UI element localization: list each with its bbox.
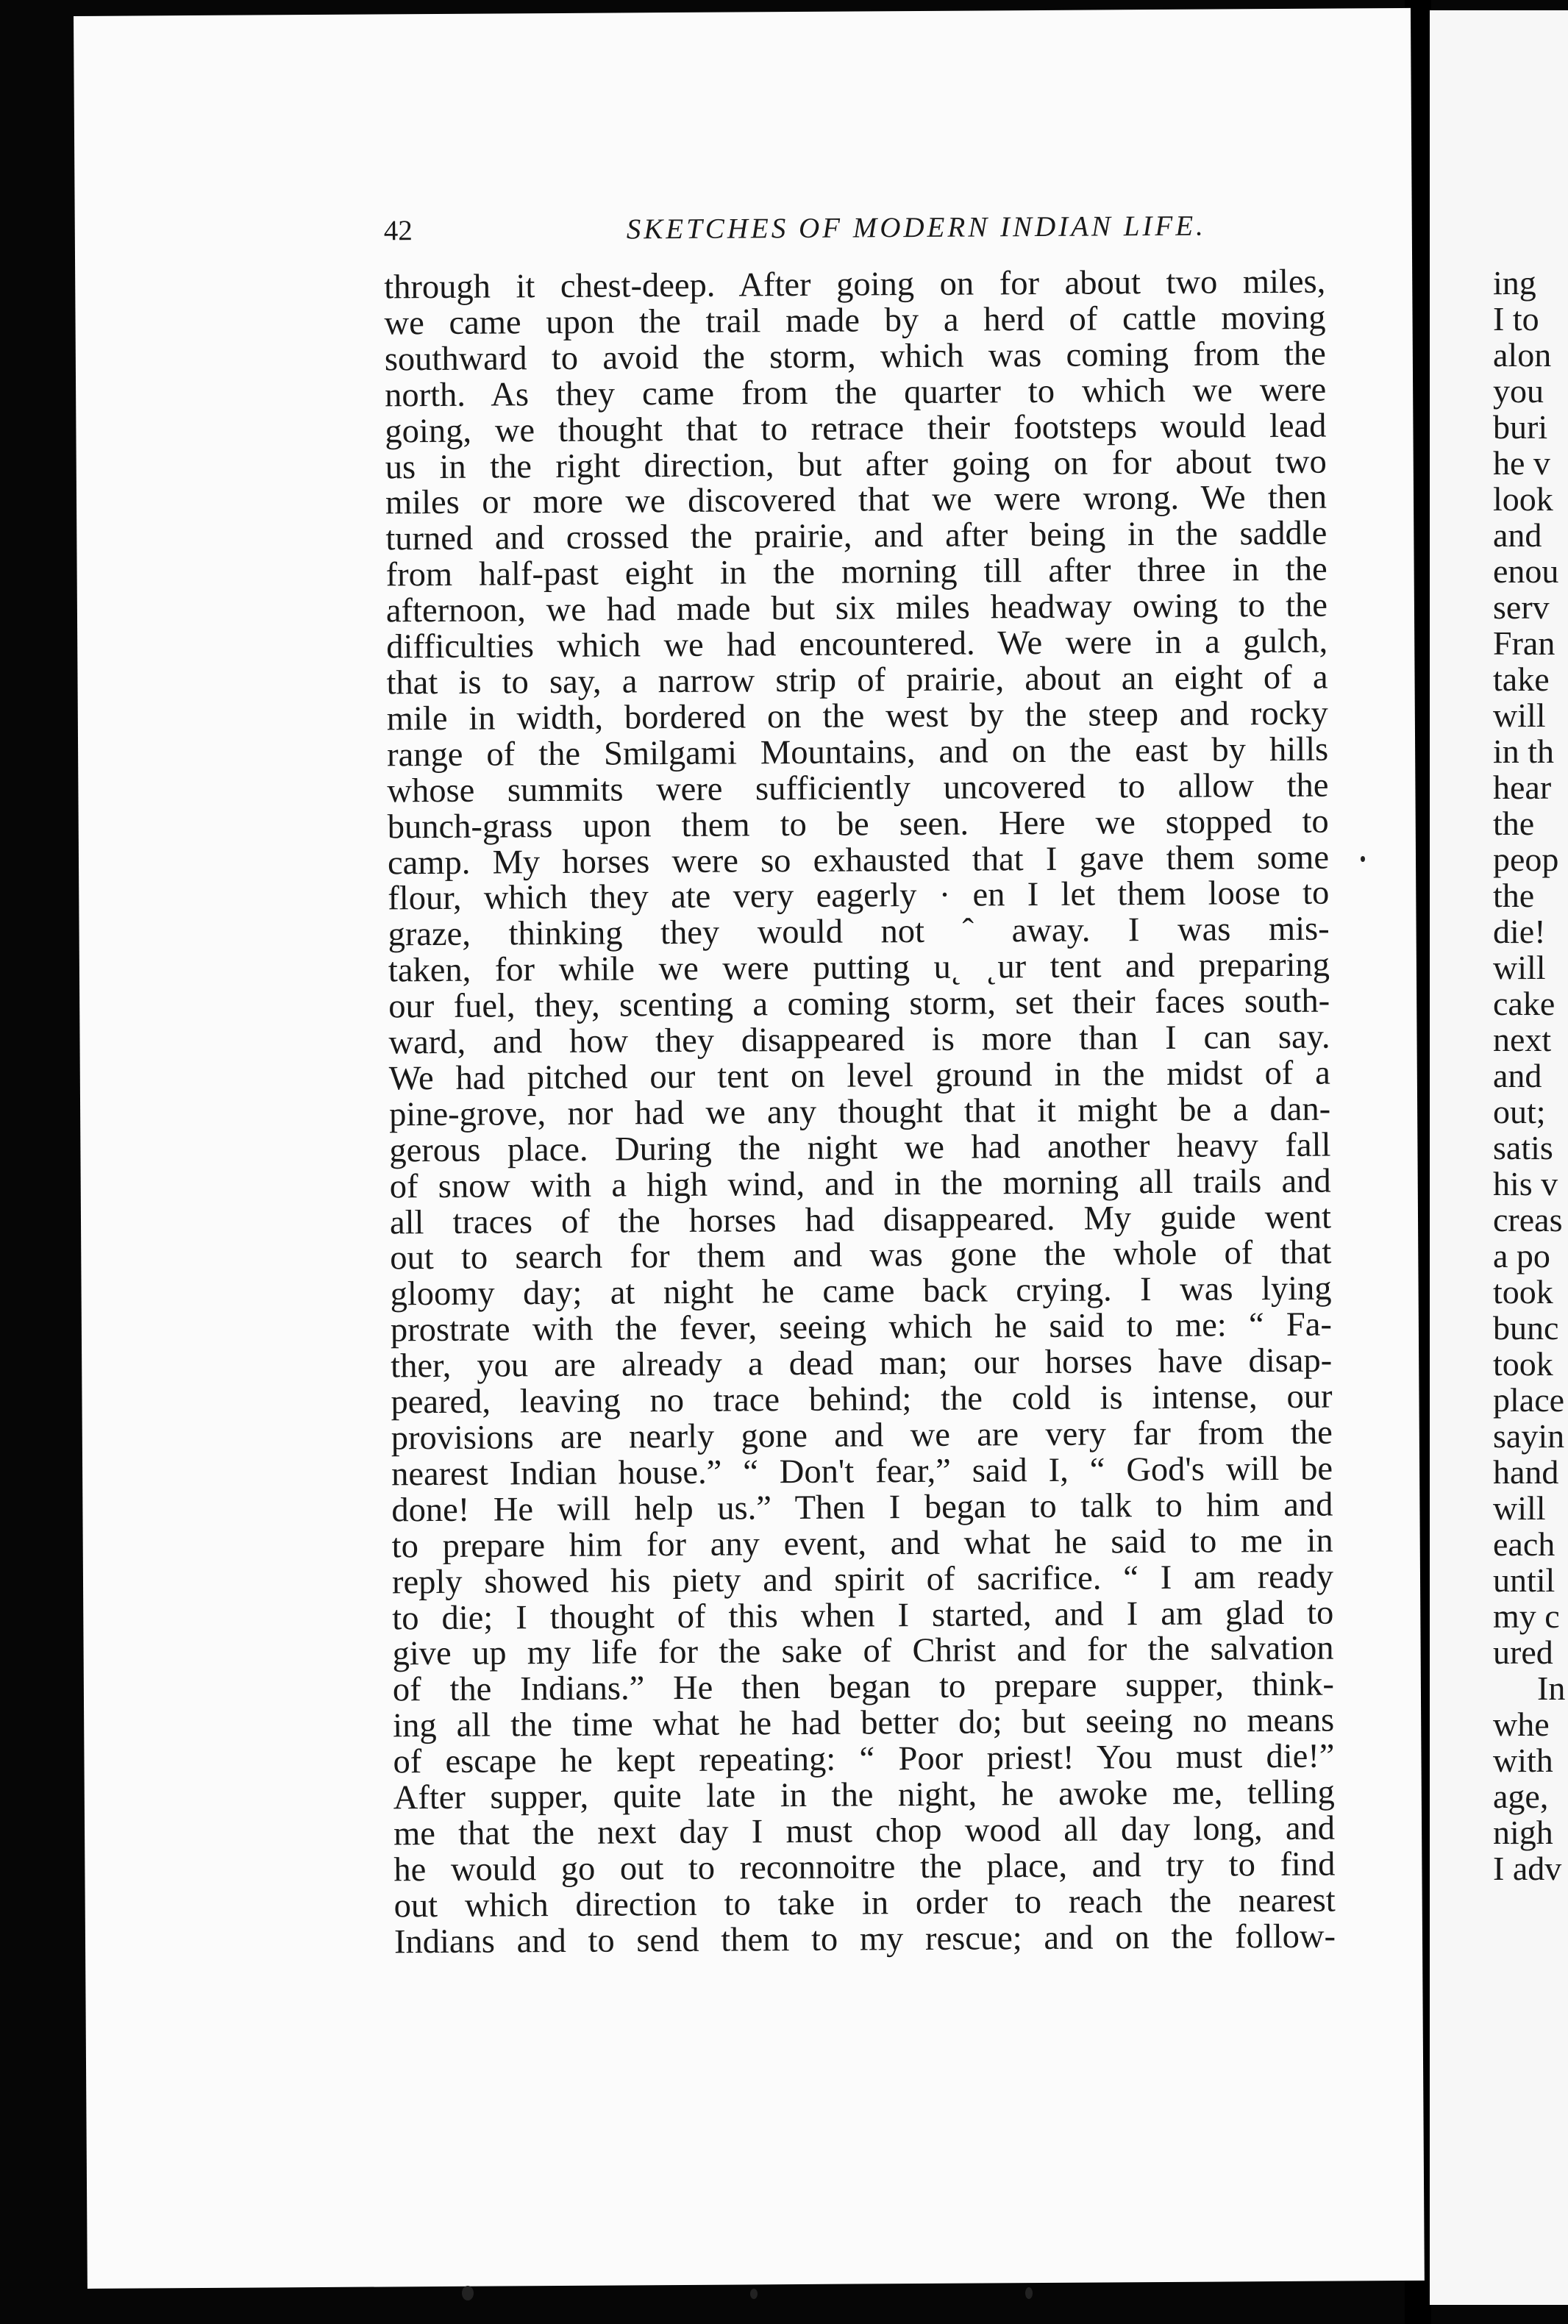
text-line: camp. My horses were so exhausted that I gave them some (387, 838, 1330, 882)
right-page-fragment: I adv (1493, 1850, 1562, 1887)
right-page-fragment: each (1493, 1525, 1555, 1563)
right-page-fragment: next (1493, 1021, 1552, 1058)
running-header (383, 208, 1355, 247)
text-line: that is to say, a narrow strip of prairie, about an eight of a (386, 658, 1328, 702)
right-page-fragment: look (1493, 480, 1553, 518)
ink-speck (1025, 2287, 1033, 2299)
right-page-fragment: whe (1493, 1705, 1550, 1743)
text-line: taken, for while we were putting u˛ ˛ur tent and preparing (388, 946, 1330, 990)
text-line: range of the Smilgami Mountains, and on the east by hills (386, 730, 1329, 774)
right-page-fragment: with (1493, 1742, 1553, 1779)
text-line: miles or more we discovered that we were wrong. We then (385, 479, 1328, 522)
right-page-text-fragments (1493, 265, 1565, 1886)
right-page-fragment: serv (1493, 588, 1550, 626)
text-line: southward to avoid the storm, which was coming from the (384, 335, 1326, 379)
text-line: nearest Indian house.” “ Don't fear,” said I, “ God's will be (391, 1450, 1333, 1494)
right-page-fragment: enou (1493, 552, 1559, 590)
right-page-fragment: peop (1493, 841, 1559, 878)
text-line: flour, which they ate very eagerly · en I let them loose to (388, 874, 1330, 918)
text-line: us in the right direction, but after going on for about two (385, 443, 1327, 486)
right-page-fragment: take (1493, 660, 1550, 698)
right-page-fragment: place (1493, 1381, 1565, 1419)
right-page-fragment: alon (1493, 336, 1552, 374)
right-page-fragment: ing (1493, 264, 1536, 302)
text-line: gloomy day; at night he came back crying. I was lying (390, 1269, 1332, 1314)
text-line: to prepare him for any event, and what he said to me in (391, 1522, 1333, 1566)
text-line: done! He will help us.” Then I began to talk to him and (391, 1486, 1333, 1530)
text-line: he would go out to reconnoitre the place, and try to find (393, 1845, 1336, 1889)
text-line: bunch-grass upon them to be seen. Here we stopped to (387, 802, 1329, 846)
right-page-fragment: a po (1493, 1237, 1550, 1275)
left-page (74, 8, 1425, 2289)
text-line: turned and crossed the prairie, and after being in the saddle (385, 514, 1328, 558)
right-page-fragment: satis (1493, 1129, 1553, 1166)
text-line: going, we thought that to retrace their footsteps would lead (385, 407, 1327, 451)
text-line: ing all the time what he had better do; but seeing no means (393, 1701, 1335, 1745)
text-line: Indians and to send them to my rescue; and on the follow- (393, 1917, 1336, 1961)
right-page-fragment: took (1493, 1273, 1553, 1311)
ink-speck (462, 2286, 474, 2300)
text-line: of the Indians.” He then began to prepare supper, think- (392, 1665, 1335, 1709)
right-page-fragment: until (1493, 1561, 1555, 1599)
right-page-fragment: hand (1493, 1453, 1559, 1491)
text-line: difficulties which we had encountered. We were in a gulch, (386, 622, 1328, 666)
right-page-fragment: creas (1493, 1201, 1563, 1238)
right-page-fragment: the (1493, 805, 1535, 842)
text-line: give up my life for the sake of Christ and for the salvation (392, 1630, 1334, 1673)
text-line: After supper, quite late in the night, he awoke me, telling (393, 1773, 1335, 1817)
right-page-fragment: cake (1493, 985, 1555, 1022)
text-line: reply showed his piety and spirit of sacrifice. “ I am ready (391, 1558, 1334, 1602)
text-line: north. As they came from the quarter to which we were (385, 371, 1327, 415)
right-page-fragment: and (1493, 516, 1542, 554)
right-page-fragment: bunc (1493, 1309, 1559, 1347)
right-page-fragment: he v (1493, 444, 1550, 482)
text-line: from half-past eight in the morning till after three in the (385, 550, 1328, 594)
right-page-fragment: die! (1493, 913, 1546, 950)
right-page-fragment: his v (1493, 1165, 1558, 1202)
right-page-fragment: ured (1493, 1633, 1553, 1671)
text-line: pine-grove, nor had we any thought that it might be a dan- (388, 1090, 1331, 1134)
text-line: peared, leaving no trace behind; the cold is intense, our (391, 1377, 1333, 1422)
ink-speck (750, 2289, 758, 2299)
right-page-fragment: my c (1493, 1597, 1560, 1635)
text-line: afternoon, we had made but six miles headway owing to the (385, 586, 1328, 630)
right-page-fragment: the (1493, 877, 1535, 914)
right-page-fragment: will (1493, 949, 1546, 986)
right-page-fragment: in th (1493, 733, 1555, 770)
text-line: of escape he kept repeating: “ Poor priest! You must die!” (393, 1737, 1335, 1781)
right-page-fragment: hear (1493, 769, 1552, 806)
right-page-fragment: In (1537, 1669, 1566, 1707)
right-page-fragment: will (1493, 696, 1546, 734)
text-line: ther, you are already a dead man; our horses have disap- (391, 1341, 1333, 1386)
right-page-fragment: Fran (1493, 624, 1555, 662)
text-line: whose summits were sufficiently uncovered to allow the (387, 766, 1329, 810)
text-line: mile in width, bordered on the west by the steep and rocky (386, 694, 1328, 738)
text-line: me that the next day I must chop wood all day long, and (393, 1809, 1336, 1853)
right-page-fragment: took (1493, 1345, 1553, 1383)
text-line: all traces of the horses had disappeared. My guide went (389, 1198, 1332, 1241)
running-title: SKETCHES OF MODERN INDIAN LIFE. (626, 210, 1206, 246)
right-page-fragment: you (1493, 372, 1544, 410)
text-line: out to search for them and was gone the whole of that (390, 1234, 1332, 1277)
text-line: gerous place. During the night we had another heavy fall (389, 1126, 1331, 1170)
right-page-fragment: buri (1493, 408, 1548, 446)
right-page-fragment: and (1493, 1057, 1542, 1094)
right-page-fragment: I to (1493, 300, 1539, 338)
right-page-fragment: sayin (1493, 1417, 1565, 1455)
text-line: to die; I thought of this when I started, and I am glad to (392, 1594, 1334, 1637)
text-line: through it chest-deep. After going on for about two miles, (384, 263, 1326, 307)
page-number: 42 (383, 215, 413, 247)
text-line: our fuel, they, scenting a coming storm, set their faces south- (388, 982, 1330, 1026)
text-line: we came upon the trail made by a herd of cattle moving (384, 299, 1326, 343)
right-page-fragment: age, (1493, 1778, 1549, 1815)
right-page-fragment: nigh (1493, 1814, 1553, 1851)
text-line: provisions are nearly gone and we are very far from the (391, 1414, 1333, 1458)
text-line: graze, thinking they would not ˆ away. I was mis- (388, 910, 1330, 954)
ink-speck (1361, 856, 1365, 862)
text-line: We had pitched our tent on level ground in the midst of a (388, 1054, 1330, 1098)
text-line: of snow with a high wind, and in the morning all trails and (389, 1162, 1331, 1206)
right-page-fragment: out; (1493, 1093, 1546, 1130)
text-line: ward, and how they disappeared is more than I can say. (388, 1018, 1330, 1062)
right-page-fragment: will (1493, 1489, 1546, 1527)
text-line: prostrate with the fever, seeing which he said to me: “ Fa- (390, 1305, 1333, 1350)
body-text (384, 265, 1336, 1961)
text-line: out which direction to take in order to reach the nearest (393, 1881, 1336, 1925)
